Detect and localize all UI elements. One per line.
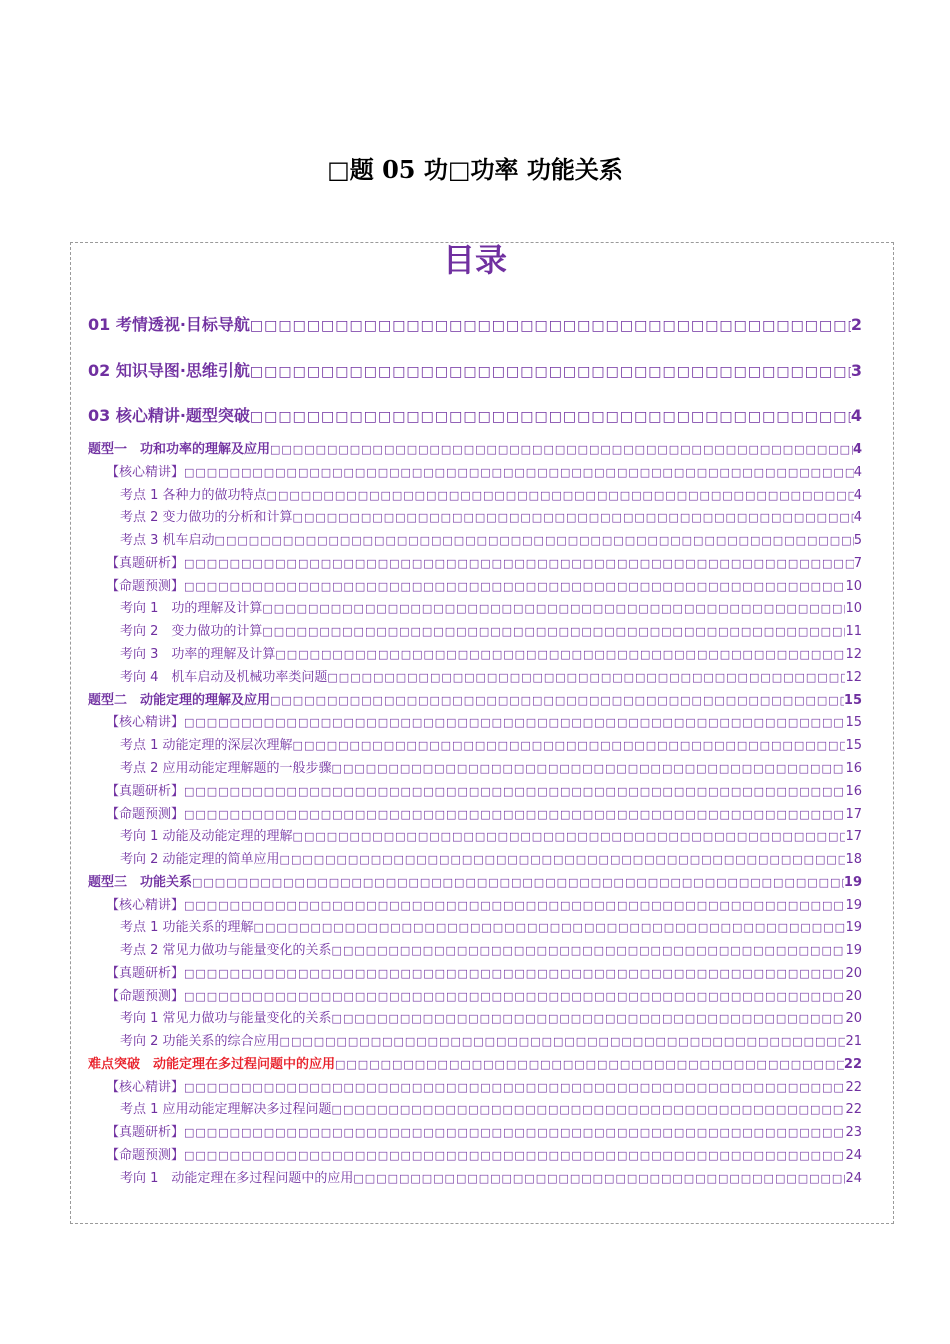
- toc-entry-page: 15: [845, 738, 862, 753]
- toc-entry-page: 17: [845, 807, 862, 822]
- toc-entry-label: 考向 2 动能定理的简单应用: [120, 852, 280, 867]
- toc-leader: [250, 361, 851, 383]
- toc-entry[interactable]: [106, 896, 862, 916]
- toc-entry-page: 24: [845, 1148, 862, 1163]
- toc-entry-label: 考点 1 动能定理的深层次理解: [120, 738, 293, 753]
- toc-entry-label: 【真题研析】: [106, 966, 185, 981]
- toc-leader: [184, 964, 845, 984]
- toc-entry[interactable]: [88, 440, 862, 460]
- document-title: □题 05 功□功率 功能关系: [327, 155, 623, 184]
- toc-entry-page: 5: [853, 533, 862, 548]
- toc-leader: [184, 805, 845, 825]
- toc-leader: [262, 599, 845, 619]
- toc-entry-page: 19: [845, 920, 862, 935]
- toc-leader: [332, 941, 846, 961]
- toc-entry[interactable]: [120, 1032, 862, 1052]
- toc-entry-label: 【真题研析】: [106, 556, 185, 571]
- toc-entry-page: 10: [845, 601, 862, 616]
- toc-leader: [267, 486, 854, 506]
- toc-leader: [353, 1169, 845, 1189]
- toc-entry-label: 考点 3 机车启动: [120, 533, 215, 548]
- toc-entry-label: 考点 2 变力做功的分析和计算: [120, 510, 293, 525]
- toc-entry-page: 16: [845, 784, 862, 799]
- toc-entry[interactable]: [120, 1169, 862, 1189]
- toc-entry-label: 考向 1 功的理解及计算: [120, 601, 263, 616]
- toc-entry-page: 10: [845, 579, 862, 594]
- toc-entry-page: 19: [845, 898, 862, 913]
- toc-entry-label: 【核心精讲】: [106, 898, 185, 913]
- toc-leader: [332, 1009, 846, 1029]
- toc-leader: [293, 827, 846, 847]
- toc-entry-label: 考点 2 常见力做功与能量变化的关系: [120, 943, 332, 958]
- toc-entry-page: 19: [843, 875, 862, 890]
- toc-entry-page: 20: [845, 989, 862, 1004]
- toc-entry-page: 23: [845, 1125, 862, 1140]
- toc-leader: [250, 406, 851, 428]
- toc-entry[interactable]: [106, 713, 862, 733]
- toc-leader: [215, 531, 854, 551]
- toc-entry-label: 03 核心精讲·题型突破: [88, 406, 250, 425]
- toc-entry-label: 题型三 功能关系: [88, 875, 193, 890]
- toc-entry[interactable]: [120, 645, 862, 665]
- toc-entry[interactable]: [106, 554, 862, 574]
- toc-entry-page: 15: [843, 693, 862, 708]
- toc-entry[interactable]: [106, 463, 862, 483]
- toc-leader: [275, 645, 845, 665]
- toc-entry[interactable]: [120, 1100, 862, 1120]
- toc-entry-label: 考向 3 功率的理解及计算: [120, 647, 276, 662]
- toc-entry-label: 考点 1 功能关系的理解: [120, 920, 254, 935]
- toc-entry-page: 22: [843, 1057, 862, 1072]
- toc-entry[interactable]: [88, 691, 862, 711]
- toc-entry[interactable]: [120, 941, 862, 961]
- toc-entry[interactable]: [120, 1009, 862, 1029]
- toc-entry-page: 21: [845, 1034, 862, 1049]
- toc-entry[interactable]: [106, 1123, 862, 1143]
- toc-entry[interactable]: [88, 1055, 862, 1075]
- toc-leader: [192, 873, 844, 893]
- toc-entry-label: 【命题预测】: [106, 579, 185, 594]
- toc-leader: [184, 1146, 845, 1166]
- toc-entry-label: 02 知识导图·思维引航: [88, 361, 250, 380]
- toc-entry[interactable]: [106, 805, 862, 825]
- toc-leader: [327, 668, 845, 688]
- toc-entry-page: 12: [845, 670, 862, 685]
- toc-entry-page: 12: [845, 647, 862, 662]
- toc-entry-page: 22: [845, 1080, 862, 1095]
- toc-entry[interactable]: [120, 759, 862, 779]
- toc-entry[interactable]: [88, 405, 862, 428]
- toc-entry[interactable]: [120, 668, 862, 688]
- toc-entry-page: 16: [845, 761, 862, 776]
- toc-leader: [184, 713, 845, 733]
- toc-heading: 目录: [442, 241, 507, 279]
- toc-entry[interactable]: [120, 622, 862, 642]
- toc-leader: [184, 1078, 845, 1098]
- toc-entry-label: 【核心精讲】: [106, 715, 185, 730]
- toc-leader: [332, 1100, 846, 1120]
- toc-entry-page: 4: [850, 406, 862, 425]
- toc-leader: [184, 554, 854, 574]
- toc-entry[interactable]: [106, 964, 862, 984]
- toc-entry-page: 4: [853, 510, 862, 525]
- toc-entry-label: 【命题预测】: [106, 807, 185, 822]
- toc-entry-page: 3: [850, 361, 862, 380]
- toc-entry-label: 【真题研析】: [106, 1125, 185, 1140]
- toc-entry-label: 【核心精讲】: [106, 465, 185, 480]
- toc-entry-label: 题型二 动能定理的理解及应用: [88, 693, 271, 708]
- toc-leader: [254, 918, 846, 938]
- toc-entry-page: 19: [845, 943, 862, 958]
- toc-entry[interactable]: [120, 599, 862, 619]
- toc-entry-page: 17: [845, 829, 862, 844]
- toc-entry-label: 考向 1 动能及动能定理的理解: [120, 829, 293, 844]
- toc-entry-page: 2: [850, 315, 862, 334]
- toc-entry-page: 22: [845, 1102, 862, 1117]
- toc-entry-page: 24: [845, 1171, 862, 1186]
- toc-leader: [270, 691, 844, 711]
- toc-leader: [332, 759, 846, 779]
- toc-leader: [184, 896, 845, 916]
- toc-leader: [335, 1055, 844, 1075]
- toc-entry[interactable]: [120, 827, 862, 847]
- toc-leader: [280, 850, 846, 870]
- toc-entry-page: 15: [845, 715, 862, 730]
- toc-entry-label: 【真题研析】: [106, 784, 185, 799]
- toc-entry[interactable]: [88, 873, 862, 893]
- toc-entry-label: 题型一 功和功率的理解及应用: [88, 442, 271, 457]
- toc-leader: [270, 440, 853, 460]
- toc-entry[interactable]: [120, 850, 862, 870]
- toc-entry-label: 考向 1 常见力做功与能量变化的关系: [120, 1011, 332, 1026]
- toc-entry-page: 4: [853, 465, 862, 480]
- toc-entry[interactable]: [106, 1078, 862, 1098]
- toc-entry-page: 11: [845, 624, 862, 639]
- toc-entry[interactable]: [120, 736, 862, 756]
- toc-entry-label: 考向 4 机车启动及机械功率类问题: [120, 670, 328, 685]
- toc-leader: [293, 736, 846, 756]
- toc-leader: [184, 577, 845, 597]
- toc-leader: [262, 622, 845, 642]
- toc-entry[interactable]: [120, 531, 862, 551]
- toc-entry-label: 01 考情透视·目标导航: [88, 315, 250, 334]
- toc-entry-label: 考向 2 变力做功的计算: [120, 624, 263, 639]
- toc-entry[interactable]: [120, 508, 862, 528]
- toc-entry-label: 考向 2 功能关系的综合应用: [120, 1034, 280, 1049]
- toc-entry-label: 【核心精讲】: [106, 1080, 185, 1095]
- toc-leader: [280, 1032, 846, 1052]
- toc-entry-page: 20: [845, 966, 862, 981]
- toc-leader: [184, 463, 854, 483]
- toc-entry-label: 【命题预测】: [106, 1148, 185, 1163]
- toc-entry[interactable]: [106, 1146, 862, 1166]
- toc-entry-label: 【命题预测】: [106, 989, 185, 1004]
- toc-entry[interactable]: [106, 577, 862, 597]
- toc-entry[interactable]: [106, 987, 862, 1007]
- toc-entry-label: 考点 1 应用动能定理解决多过程问题: [120, 1102, 332, 1117]
- toc-entry[interactable]: [120, 918, 862, 938]
- toc-leader: [250, 315, 851, 337]
- toc-entry-page: 18: [845, 852, 862, 867]
- toc-entry-label: 难点突破 动能定理在多过程问题中的应用: [88, 1057, 336, 1072]
- toc-leader: [184, 1123, 845, 1143]
- toc-entry-page: 20: [845, 1011, 862, 1026]
- toc-entry[interactable]: [88, 360, 862, 383]
- toc-entry[interactable]: [120, 486, 862, 506]
- toc-entry[interactable]: [88, 314, 862, 337]
- toc-leader: [293, 508, 854, 528]
- toc-leader: [184, 987, 845, 1007]
- toc-entry-label: 考点 1 各种力的做功特点: [120, 488, 267, 503]
- toc-entry-label: 考向 1 动能定理在多过程问题中的应用: [120, 1171, 354, 1186]
- toc-leader: [184, 782, 845, 802]
- toc-entry[interactable]: [106, 782, 862, 802]
- toc-entry-page: 4: [853, 488, 862, 503]
- toc-entry-page: 4: [852, 442, 862, 457]
- toc-entry-page: 7: [853, 556, 862, 571]
- toc-entry-label: 考点 2 应用动能定理解题的一般步骤: [120, 761, 332, 776]
